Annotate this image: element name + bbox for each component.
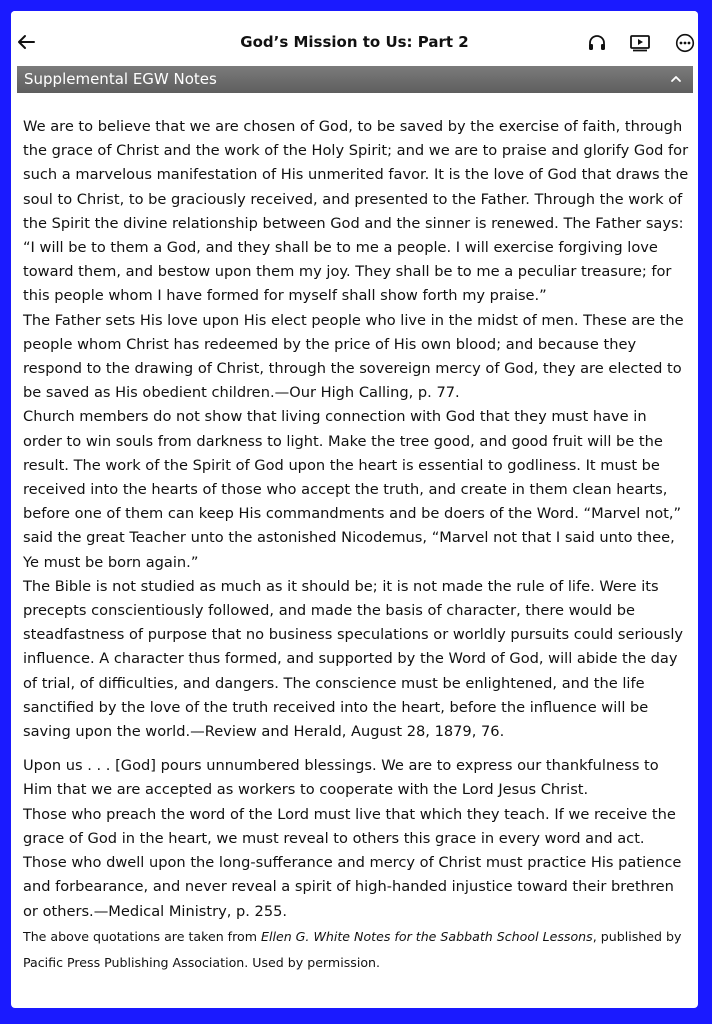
credit-suffix: , published by Pacific Press Publishing Association. Used by permission. (23, 928, 682, 970)
paragraph: Church members do not show that living connection with God that they must have in order to win souls from darkness to light. Make the tree good, and good fruit will be the result. The work of the Spirit of God upon the heart is essential to godliness. It must be received into the hearts of those who accept the truth, and create in them clean hearts, before one of them can keep His commandments and be doers of the Word. “Marvel not,” said the great Teacher unto the astonished Nicodemus, “Marvel not that I said unto thee, Ye must be born again.” (23, 408, 682, 571)
top-bar (11, 11, 698, 61)
page-title: God’s Mission to Us: Part 2 (240, 33, 469, 51)
more-options-button[interactable] (673, 31, 697, 55)
paragraph: Upon us . . . [God] pours unnumbered blessings. We are to express our thankfulness to Him that we are accepted as workers to cooperate with the Lord Jesus Christ. (23, 757, 659, 799)
credit-book-title: Ellen G. White Notes for the Sabbath School Lessons (260, 928, 593, 944)
app-window (11, 11, 698, 1008)
source-credit (23, 924, 690, 976)
paragraph: The Father sets His love upon His elect people who live in the midst of men. These are the people whom Christ has redeemed by the price of His own blood; and because they respond to the drawing of Christ, through the sovereign mercy of God, they are elected to be saved as His obedient children.—Our High Calling, p. 77. (23, 311, 684, 402)
paragraph: We are to believe that we are chosen of God, to be saved by the exercise of faith, through the grace of Christ and the work of the Holy Spirit; and we are to praise and glorify God for such a marvelous manifestation of His unmerited favor. It is the love of God that draws the soul to Christ, to be graciously received, and presented to the Father. Through the work of the Spirit the divine relationship between God and the sinner is renewed. The Father says: “I will be to them a God, and they shall be to me a people. I will exercise forgiving love toward them, and bestow upon them my joy. They shall be to me a peculiar treasure; for this people whom I have formed for myself shall show forth my praise.” (23, 118, 689, 305)
paragraph: The Bible is not studied as much as it should be; it is not made the rule of life. Were its precepts conscientiously followed, and made the basis of character, there would be steadfastness of purpose that no business speculations or worldly pursuits could seriously influence. A character thus formed, and supported by the Word of God, will abide the day of trial, of difficulties, and dangers. The conscience must be enlightened, and the life sanctified by the love of the truth received into the heart, before the influence will be saving upon the world.—Review and Herald, August 28, 1879, 76. (23, 577, 684, 741)
headphones-icon (587, 34, 607, 52)
chevron-up-icon[interactable] (669, 73, 683, 85)
play-video-icon (629, 34, 651, 52)
paragraph: Those who preach the word of the Lord must live that which they teach. If we receive the grace of God in the heart, we must reveal to others this grace in every word and act. Those who dwell upon the long-sufferance and mercy of Christ must practice His patience and forbearance, and never reveal a spirit of high-handed injustice toward their brethren or others.—Medical Ministry, p. 255. (23, 805, 682, 920)
audio-button[interactable] (585, 31, 609, 55)
more-options-icon (675, 33, 695, 53)
credit-prefix: The above quotations are taken from (23, 928, 261, 944)
section-title: Supplemental EGW Notes (24, 70, 217, 88)
notes-content (23, 115, 690, 976)
video-button[interactable] (628, 31, 652, 55)
supplemental-notes-header[interactable] (17, 66, 693, 93)
